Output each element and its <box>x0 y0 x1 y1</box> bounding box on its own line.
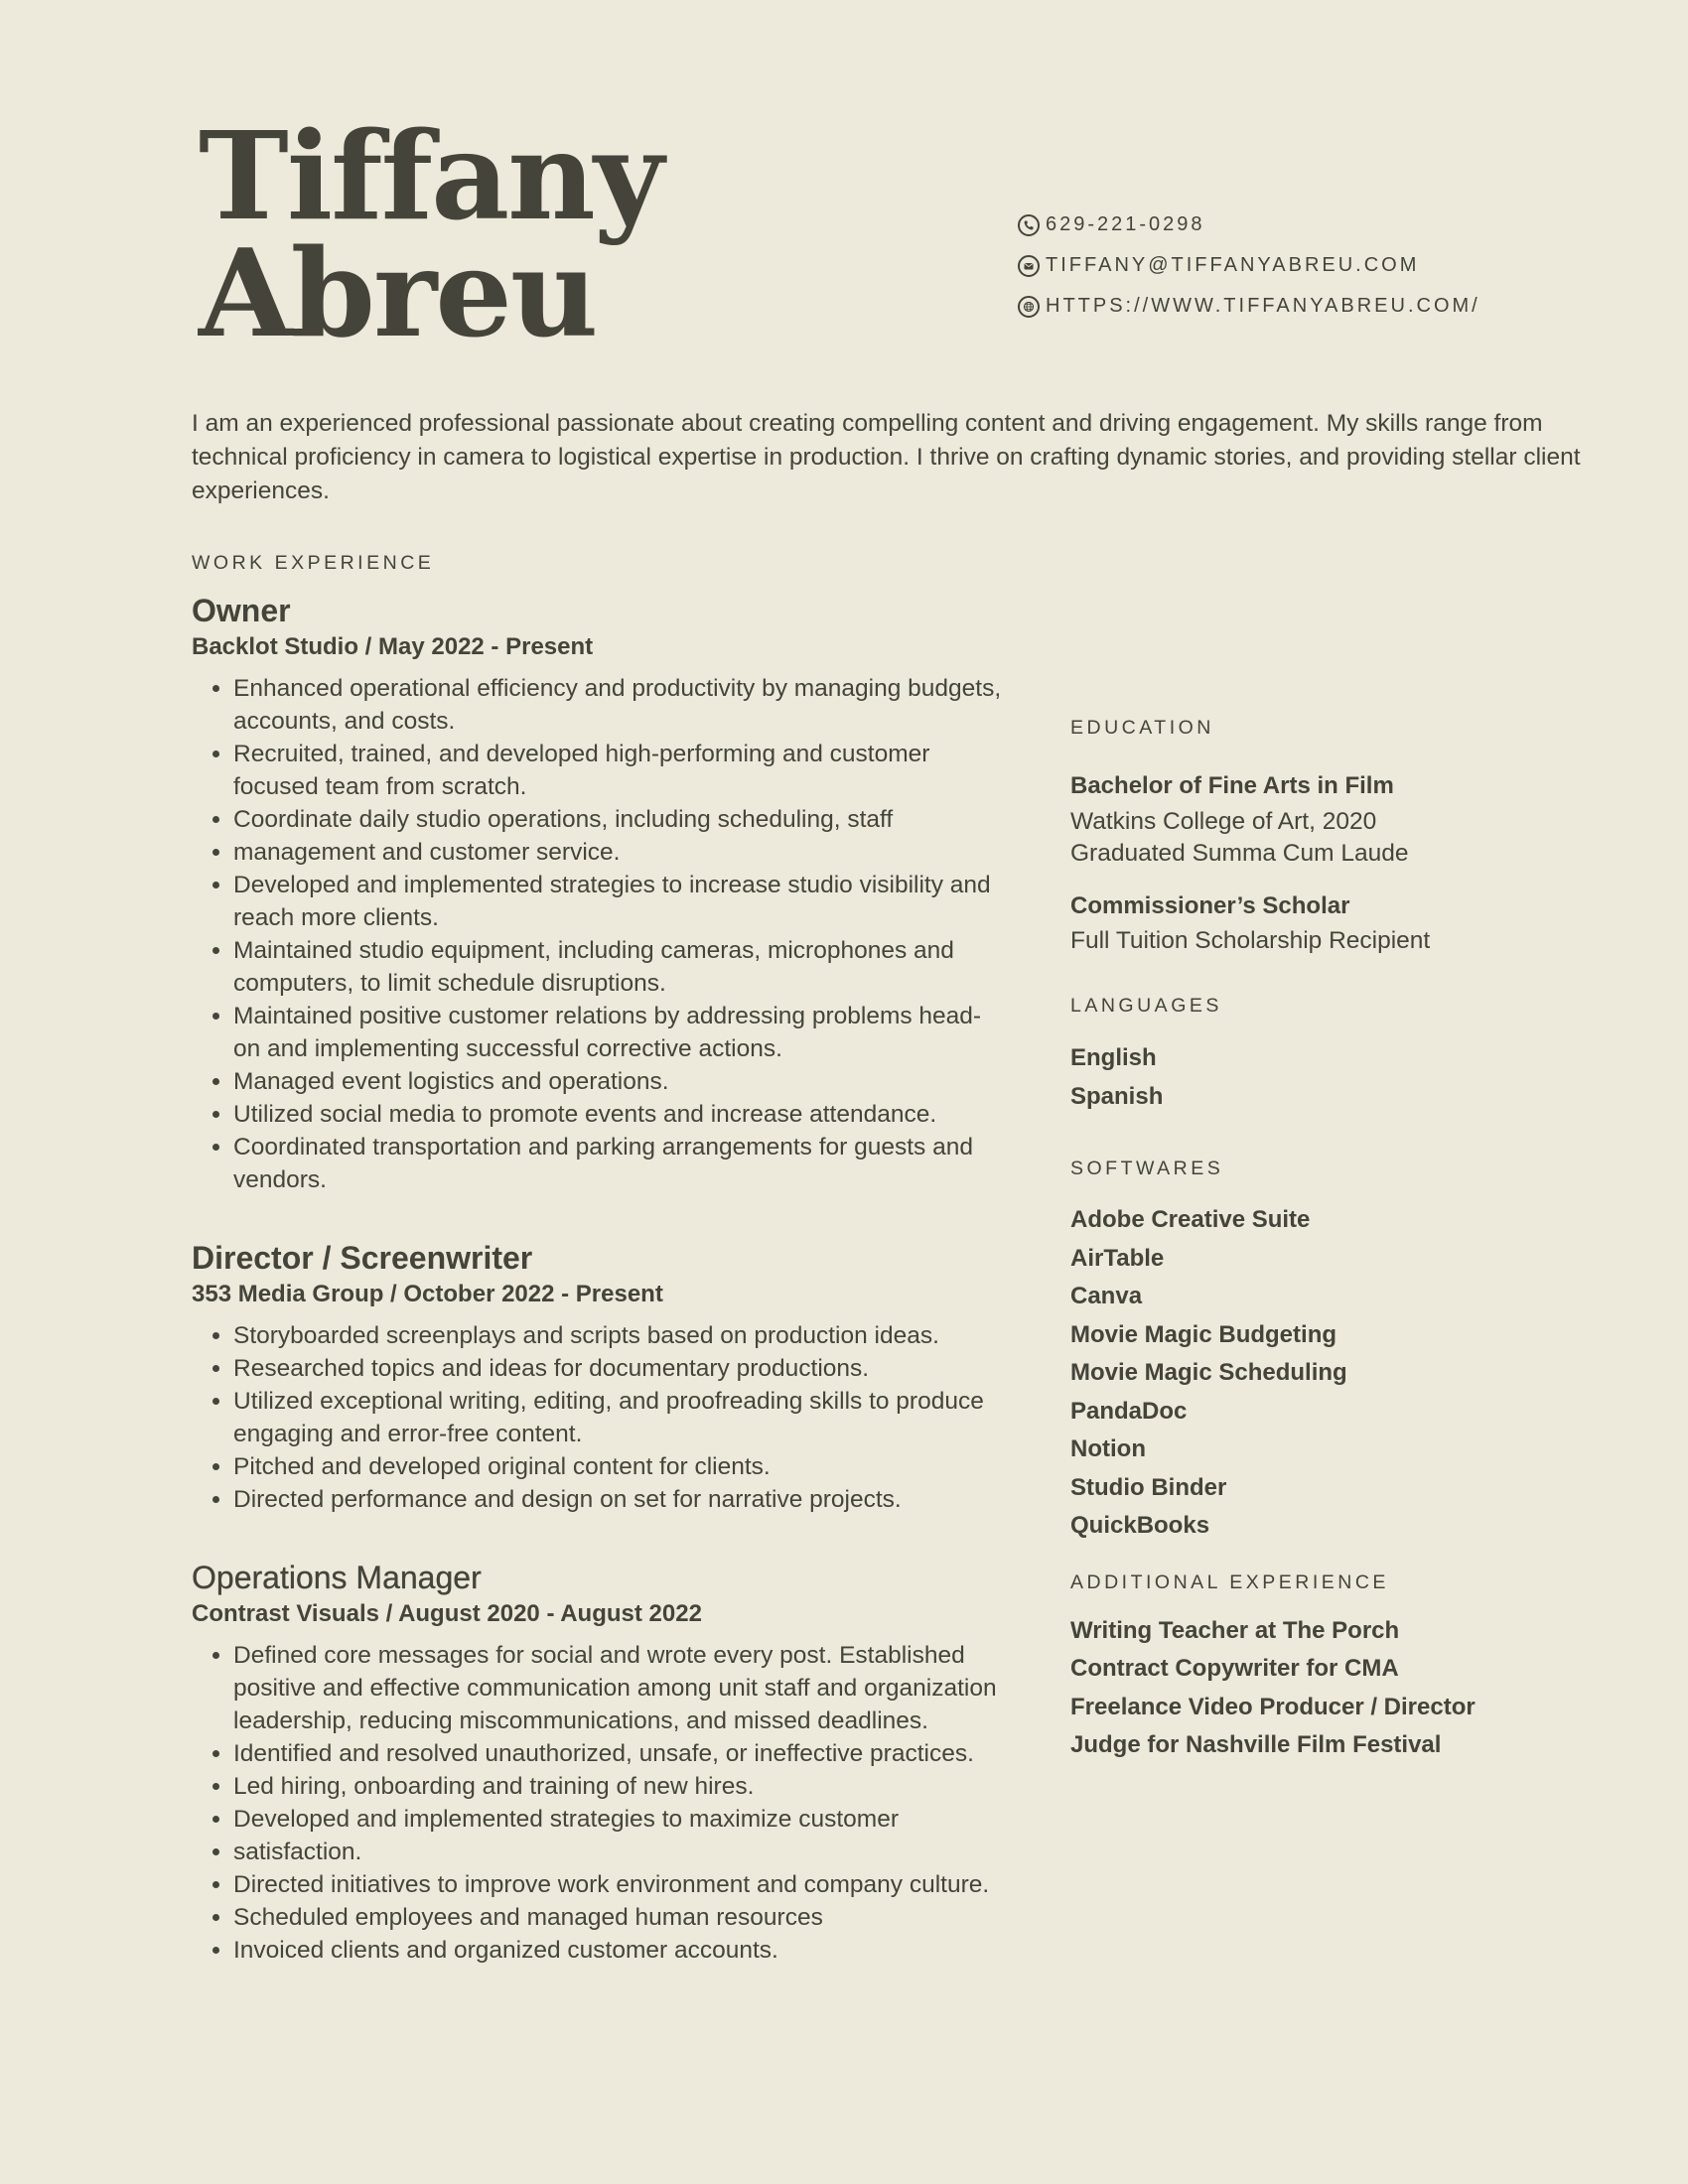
list-item: • Invoiced clients and organized customer accounts. <box>233 1934 1006 1967</box>
job-owner <box>192 591 1006 1196</box>
list-item: • Defined core messages for social and wrote every post. Established positive and effective communication among unit staff and organization leadership, reducing miscommunications, and missed deadlines. <box>233 1639 1006 1737</box>
languages-list <box>1070 1039 1626 1116</box>
contact-phone <box>1018 205 1480 245</box>
list-item: Writing Teacher at The Porch <box>1070 1616 1400 1644</box>
list-item: • Utilized social media to promote events and increase attendance. <box>233 1098 1006 1131</box>
section-label-work: WORK EXPERIENCE <box>192 552 435 574</box>
list-item: Notion <box>1070 1435 1146 1462</box>
honor: Graduated Summa Cum Laude <box>1070 839 1409 867</box>
job-meta: Backlot Studio / May 2022 - Present <box>192 633 594 660</box>
award-detail: Full Tuition Scholarship Recipient <box>1070 927 1431 954</box>
email-icon <box>1018 255 1040 277</box>
phone-number[interactable]: 629-221-0298 <box>1046 213 1205 235</box>
list-item: Canva <box>1070 1283 1143 1309</box>
list-item: Freelance Video Producer / Director <box>1070 1693 1476 1720</box>
list-item: • Pitched and developed original content for clients. <box>233 1450 1006 1483</box>
first-name: Tiffany <box>199 104 662 247</box>
degree: Bachelor of Fine Arts in Film <box>1070 772 1394 799</box>
list-item: QuickBooks <box>1070 1512 1210 1539</box>
list-item: Contract Copywriter for CMA <box>1070 1655 1399 1682</box>
website-url[interactable]: HTTPS://WWW.TIFFANYABREU.COM/ <box>1046 295 1480 317</box>
sidebar-column <box>1070 717 1626 1765</box>
list-item: • Developed and implemented strategies to maximize customer <box>233 1803 1006 1836</box>
list-item: • Directed performance and design on set for narrative projects. <box>233 1483 1006 1516</box>
list-item: • Led hiring, onboarding and training of new hires. <box>233 1770 1006 1803</box>
list-item: • Identified and resolved unauthorized, unsafe, or ineffective practices. <box>233 1737 1006 1770</box>
job-operations-manager <box>192 1558 1006 1967</box>
globe-icon <box>1018 296 1040 318</box>
award: Commissioner’s Scholar <box>1070 891 1350 919</box>
contact-email <box>1018 245 1480 286</box>
languages-section <box>1070 995 1626 1116</box>
list-item: • Developed and implemented strategies to increase studio visibility and reach more clients. <box>233 869 1006 934</box>
job-title-text: Operations Manager <box>192 1560 482 1595</box>
job-meta: Contrast Visuals / August 2020 - August 2022 <box>192 1600 702 1627</box>
job-title: Owner <box>192 593 291 628</box>
work-experience-section <box>192 552 1006 2008</box>
candidate-name <box>199 104 662 364</box>
school: Watkins College of Art, 2020 <box>1070 807 1377 835</box>
profile-summary: I am an experienced professional passionate about creating compelling content and driving engagement. My skills range from technical proficiency in camera to logistical expertise in production. I thrive on crafting dynamic stories, and providing stellar client experiences. <box>192 410 1581 504</box>
job-bullets <box>192 672 1006 1196</box>
list-item: Spanish <box>1070 1082 1164 1110</box>
education-section <box>1070 717 1626 957</box>
section-label-languages: LANGUAGES <box>1070 995 1222 1017</box>
list-item: AirTable <box>1070 1244 1165 1272</box>
list-item: • Storyboarded screenplays and scripts based on production ideas. <box>233 1319 1006 1352</box>
list-item: • Maintained positive customer relations by addressing problems head-on and implementing successful corrective actions. <box>233 1000 1006 1065</box>
job-bullets <box>192 1319 1006 1516</box>
softwares-list <box>1070 1201 1626 1546</box>
job-director-screenwriter <box>192 1238 1006 1516</box>
contact-info <box>1018 205 1480 327</box>
list-item: • Utilized exceptional writing, editing, and proofreading skills to produce engaging and error-free content. <box>233 1385 1006 1450</box>
softwares-section <box>1070 1158 1626 1546</box>
list-item: • Enhanced operational efficiency and productivity by managing budgets, accounts, and costs. <box>233 672 1006 738</box>
section-label-softwares: SOFTWARES <box>1070 1158 1224 1179</box>
list-item: Judge for Nashville Film Festival <box>1070 1731 1442 1758</box>
list-item: • Directed initiatives to improve work environment and company culture. <box>233 1868 1006 1901</box>
list-item: Adobe Creative Suite <box>1070 1206 1311 1233</box>
additional-list <box>1070 1612 1626 1765</box>
list-item: English <box>1070 1044 1157 1071</box>
list-item: PandaDoc <box>1070 1397 1188 1425</box>
job-title: Director / Screenwriter <box>192 1240 533 1276</box>
list-item: • Researched topics and ideas for documentary productions. <box>233 1352 1006 1385</box>
last-name: Abreu <box>199 221 597 364</box>
list-item: • Coordinated transportation and parking arrangements for guests and vendors. <box>233 1131 1006 1196</box>
list-item: • Coordinate daily studio operations, including scheduling, staff <box>233 803 1006 836</box>
job-meta: 353 Media Group / October 2022 - Present <box>192 1281 663 1307</box>
list-item: Movie Magic Budgeting <box>1070 1320 1337 1348</box>
list-item: Movie Magic Scheduling <box>1070 1359 1347 1386</box>
list-item: • management and customer service. <box>233 836 1006 869</box>
section-label-education: EDUCATION <box>1070 717 1214 739</box>
list-item: • Recruited, trained, and developed high-performing and customer focused team from scratch. <box>233 738 1006 803</box>
email-address[interactable]: TIFFANY@TIFFANYABREU.COM <box>1046 254 1420 276</box>
job-title <box>192 1558 1006 1597</box>
section-label-additional: ADDITIONAL EXPERIENCE <box>1070 1570 1389 1593</box>
job-bullets <box>192 1639 1006 1967</box>
list-item: • Managed event logistics and operations. <box>233 1065 1006 1098</box>
additional-experience-section <box>1070 1571 1626 1765</box>
list-item: Studio Binder <box>1070 1473 1227 1501</box>
list-item: • Scheduled employees and managed human resources <box>233 1901 1006 1934</box>
contact-website <box>1018 286 1480 327</box>
phone-icon <box>1018 214 1040 236</box>
list-item: • satisfaction. <box>233 1836 1006 1868</box>
list-item: • Maintained studio equipment, including cameras, microphones and computers, to limit schedule disruptions. <box>233 934 1006 1000</box>
